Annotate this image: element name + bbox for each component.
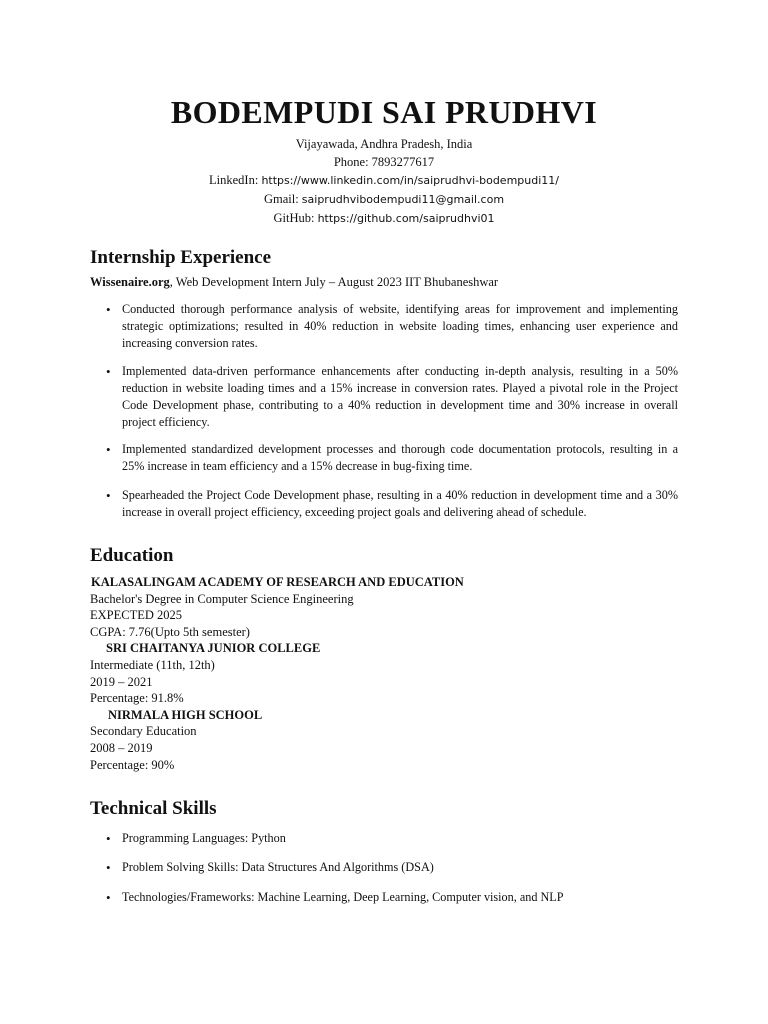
github-line xyxy=(0,209,768,228)
score-line: Percentage: 90% xyxy=(90,757,175,772)
internship-bullet: • Implemented data-driven performance enhancements after conducting in-depth analysis, resulting in a 50% reduction in website loading times and a 15% increase in conversion rates. Played a pivotal role in the Project Code Development phase, contributing to a 40% reduction in development time and 30% increase in overall project efficiency. xyxy=(90,363,678,431)
linkedin-label: LinkedIn: xyxy=(209,173,262,187)
institution-name: SRI CHAITANYA JUNIOR COLLEGE xyxy=(106,641,321,656)
company-name: Wissenaire.org xyxy=(90,275,170,289)
internship-bullet: • Implemented standardized development processes and thorough code documentation protocols, resulting in a 25% increase in team efficiency and a 15% decrease in bug-fixing time. xyxy=(90,441,678,475)
score-line: Percentage: 91.8% xyxy=(90,691,184,706)
education-list xyxy=(90,574,464,773)
linkedin-link[interactable]: https://www.linkedin.com/in/saiprudhvi-bodempudi11/ xyxy=(261,174,559,187)
linkedin-line xyxy=(0,171,768,190)
gmail-label: Gmail: xyxy=(263,192,302,206)
degree-line: Bachelor's Degree in Computer Science Engineering xyxy=(90,591,354,606)
skills-heading: Technical Skills xyxy=(90,798,217,819)
internship-bullet: • Spearheaded the Project Code Development phase, resulting in a 40% reduction in development time and a 30% increase in overall project efficiency, exceeding project goals and delivering ahead of schedule. xyxy=(90,487,678,521)
period-line: 2019 – 2021 xyxy=(90,674,153,689)
candidate-name: BODEMPUDI SAI PRUDHVI xyxy=(170,94,598,130)
internship-heading: Internship Experience xyxy=(90,247,272,268)
gmail-link[interactable]: saiprudhvibodempudi11@gmail.com xyxy=(301,193,505,206)
degree-line: Intermediate (11th, 12th) xyxy=(90,657,215,672)
phone-line: Phone: 7893277617 xyxy=(333,155,435,169)
skill-item: • Technologies/Frameworks: Machine Learning, Deep Learning, Computer vision, and NLP xyxy=(90,889,678,906)
gmail-line xyxy=(0,190,768,209)
internship-details: , Web Development Intern July – August 2023 IIT Bhubaneshwar xyxy=(169,275,499,289)
education-heading: Education xyxy=(90,545,174,566)
skill-item: • Problem Solving Skills: Data Structures And Algorithms (DSA) xyxy=(90,859,678,876)
period-line: 2008 – 2019 xyxy=(90,740,153,755)
github-label: GitHub: xyxy=(273,211,318,225)
institution-name: NIRMALA HIGH SCHOOL xyxy=(108,707,263,722)
period-line: EXPECTED 2025 xyxy=(90,608,183,623)
degree-line: Secondary Education xyxy=(90,724,197,739)
github-link[interactable]: https://github.com/saiprudhvi01 xyxy=(317,212,495,225)
institution-name: KALASALINGAM ACADEMY OF RESEARCH AND EDUCATION xyxy=(91,575,464,589)
contact-block xyxy=(0,135,768,228)
score-line: CGPA: 7.76(Upto 5th semester) xyxy=(90,624,250,639)
skill-item: • Programming Languages: Python xyxy=(90,830,678,847)
internship-bullet: • Conducted thorough performance analysis of website, identifying areas for improvement and implementing strategic optimizations; resulted in 40% reduction in website loading times, enhancing user experience and increasing conversion rates. xyxy=(90,301,678,352)
location-line: Vijayawada, Andhra Pradesh, India xyxy=(295,137,473,151)
internship-summary xyxy=(90,275,498,290)
